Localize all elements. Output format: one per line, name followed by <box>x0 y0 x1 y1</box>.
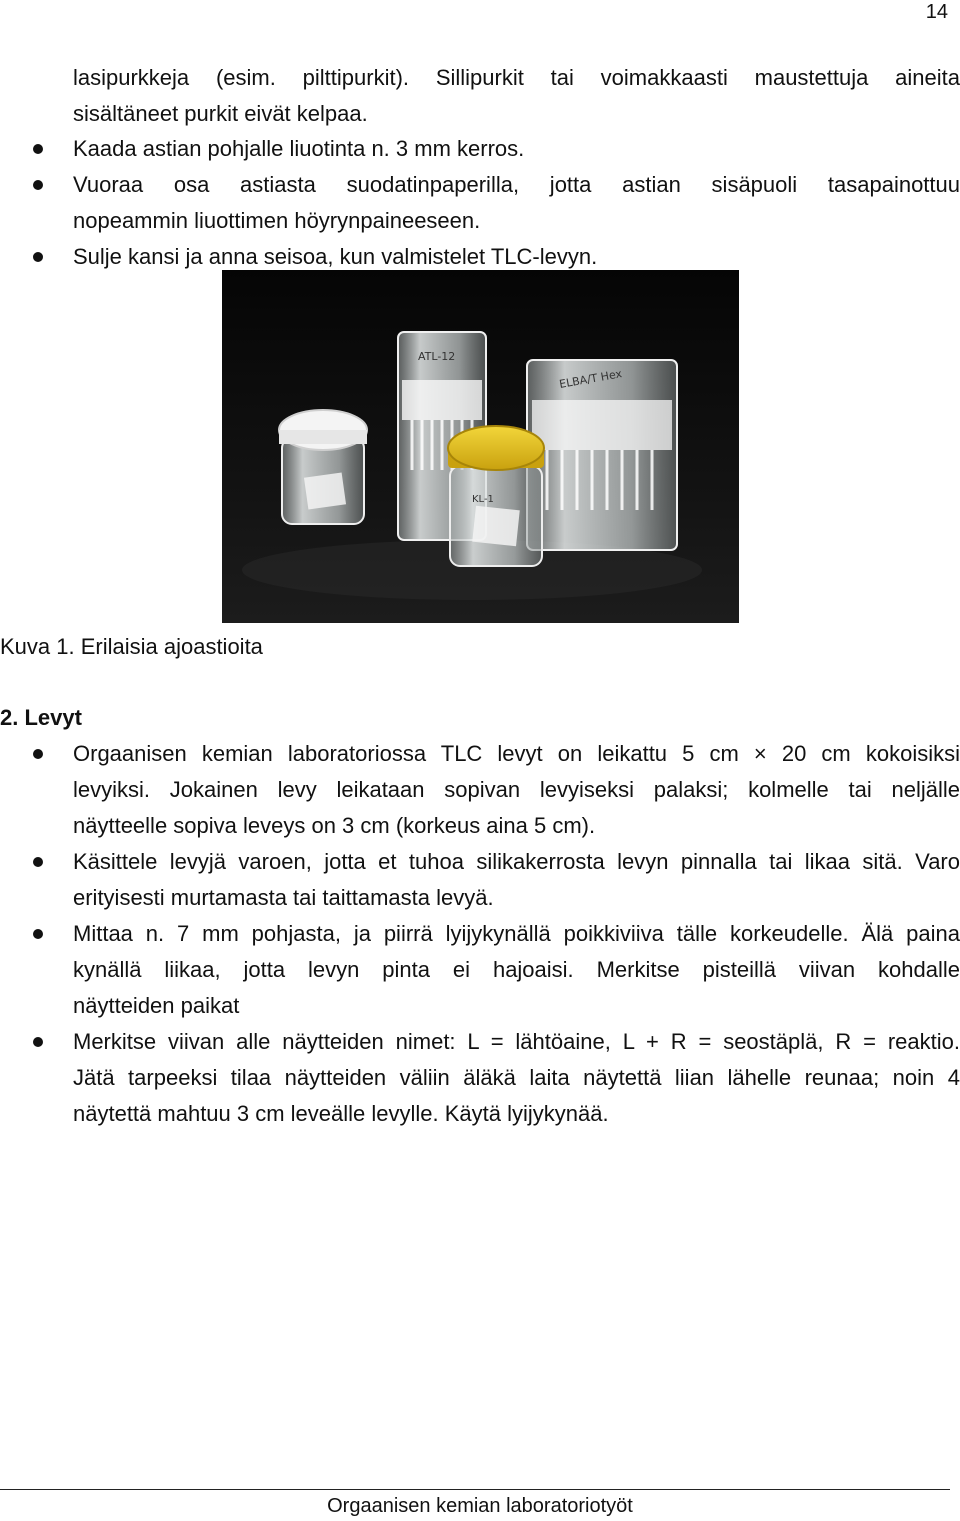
bullet-item-text: Käsittele levyjä varoen, jotta et tuhoa silikakerrosta levyn pinnalla tai likaa sitä. Varo <box>73 849 960 874</box>
yellow-lid-jar <box>448 426 544 566</box>
page-footer: Orgaanisen kemian laboratoriotyöt <box>327 1495 633 1517</box>
bullet-icon <box>33 857 43 867</box>
footer-divider <box>0 1489 950 1490</box>
bullet-item-text: Kaada astian pohjalle liuotinta n. 3 mm kerros. <box>73 136 525 161</box>
bullet-icon <box>33 252 43 262</box>
bullet-item-text: Merkitse viivan alle näytteiden nimet: L = lähtöaine, L + R = seostäplä, R = reaktio. <box>73 1029 960 1054</box>
bullet-item-text: kynällä liikaa, jotta levyn pinta ei hajoaisi. Merkitse pisteillä viivan kohdalle <box>73 957 960 982</box>
jar-label: ELBA/T Hex <box>558 367 623 391</box>
bullet-item-text: näytteiden paikat <box>73 993 240 1018</box>
bullet-item-text: Vuoraa osa astiasta suodatinpaperilla, jotta astian sisäpuoli tasapainottuu <box>73 172 960 197</box>
bullet-item-text: erityisesti murtamasta tai taittamasta levyä. <box>73 885 494 910</box>
tlc-chambers-photo <box>222 270 739 623</box>
white-lid-jar <box>279 410 367 524</box>
bullet-item-text: näytteelle sopiva leveys on 3 cm (korkeus aina 5 cm). <box>73 813 596 838</box>
bullet-item-text: Orgaanisen kemian laboratoriossa TLC levyt on leikattu 5 cm × 20 cm kokoisiksi <box>73 741 960 766</box>
jar-label: ATL-12 <box>418 350 456 363</box>
bullet-icon <box>33 929 43 939</box>
bullet-icon <box>33 180 43 190</box>
rectangular-chamber <box>527 360 677 550</box>
bullet-item-text: Jätä tarpeeksi tilaa näytteiden väliin äläkä laita näytettä liian lähelle reunaa; noin 4 <box>73 1065 960 1090</box>
bullet-icon <box>33 1037 43 1047</box>
paragraph-line: sisältäneet purkit eivät kelpaa. <box>73 101 368 126</box>
paragraph-line: lasipurkkeja (esim. pilttipurkit). Sillipurkit tai voimakkaasti maustettuja aineita <box>73 65 960 90</box>
bullet-icon <box>33 144 43 154</box>
bullet-item-text: Sulje kansi ja anna seisoa, kun valmistelet TLC-levyn. <box>73 244 598 269</box>
bullet-item-text: Mittaa n. 7 mm pohjasta, ja piirrä lyijykynällä poikkiviiva tälle korkeudelle. Älä paina <box>73 921 960 946</box>
bullet-item-text: nopeammin liuottimen höyrynpaineeseen. <box>73 208 481 233</box>
figure-caption: Kuva 1. Erilaisia ajoastioita <box>0 634 263 659</box>
bullet-item-text: levyiksi. Jokainen levy leikataan sopivan levyiseksi palaksi; kolmelle tai neljälle <box>73 777 960 802</box>
section-heading: 2. Levyt <box>0 705 82 730</box>
bullet-icon <box>33 749 43 759</box>
yellow-lid-icon <box>448 426 544 470</box>
page-number: 14 <box>925 1 948 23</box>
bullet-item-text: näytettä mahtuu 3 cm leveälle levylle. Käytä lyijykynää. <box>73 1101 609 1126</box>
jar-label: KL-1 <box>472 494 494 505</box>
